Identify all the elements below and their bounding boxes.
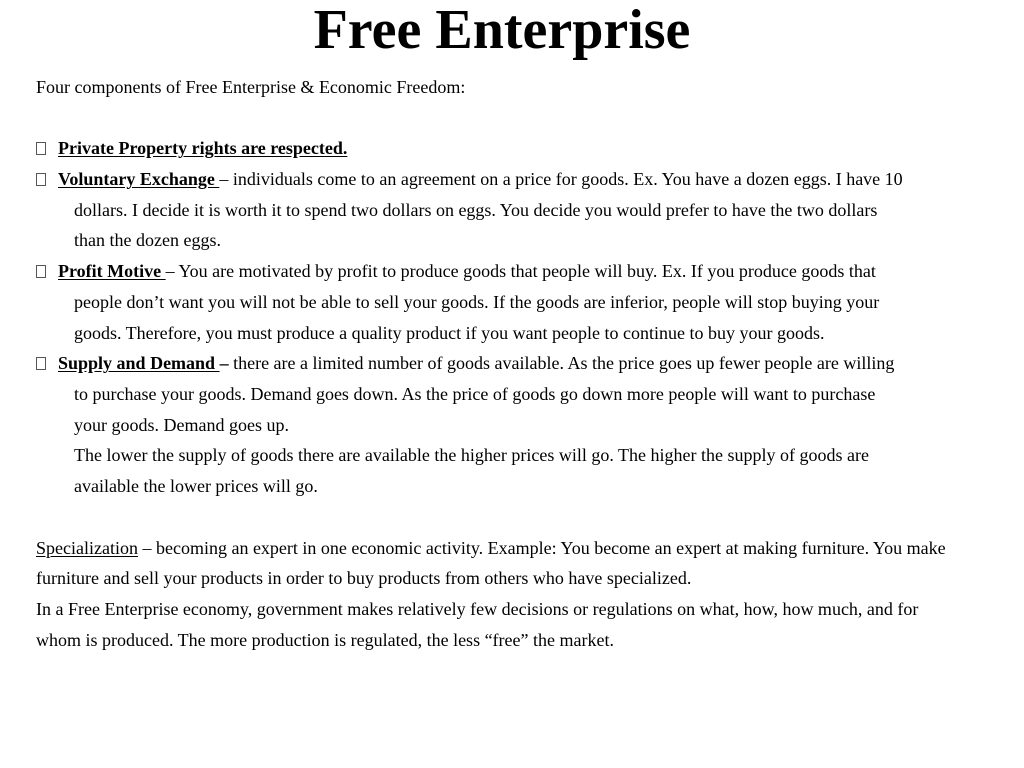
page-title: Free Enterprise	[313, 0, 691, 61]
term-profit-motive: Profit Motive	[58, 261, 166, 282]
bullet-box-icon	[36, 265, 46, 278]
spacer	[36, 502, 996, 533]
term-specialization: Specialization	[36, 537, 138, 558]
bullet-box-icon	[36, 357, 46, 370]
bullet-profit-motive	[36, 256, 996, 348]
bullet-voluntary-exchange	[36, 164, 996, 256]
bullet-box-icon	[36, 173, 46, 186]
term-voluntary-exchange: Voluntary Exchange	[58, 169, 220, 190]
profit-motive-text: – You are motivated by profit to produce goods that people will buy. Ex. If you produce goods that people don’t want you will not be able to sell your goods. If the goods are inferior, people will stop buying your goods. Therefore, you must produce a quality product if you want people to continue to buy your goods.	[74, 261, 880, 343]
term-private-property: Private Property rights are respected.	[58, 138, 348, 159]
intro-text: Four components of Free Enterprise & Economic Freedom:	[36, 77, 466, 97]
closing-paragraph: In a Free Enterprise economy, government makes relatively few decisions or regulations on what, how, how much, and for whom is produced. The more production is regulated, the less “free” the market.	[36, 598, 919, 650]
spacer	[36, 103, 996, 134]
voluntary-exchange-text: – individuals come to an agreement on a price for goods. Ex. You have a dozen eggs. I have 10 dollars. I decide it is worth it to spend two dollars on eggs. You decide you would prefer to have the two dollars than the dozen eggs.	[74, 169, 903, 251]
bullet-supply-demand	[36, 348, 996, 502]
specialization-paragraph	[36, 533, 996, 594]
bullet-box-icon	[36, 142, 46, 155]
bullet-private-property	[36, 133, 996, 164]
supply-demand-dash: –	[219, 353, 229, 374]
slide-content	[36, 72, 996, 655]
term-supply-demand: Supply and Demand	[58, 353, 220, 374]
supply-demand-extra: The lower the supply of goods there are available the higher prices will go. The higher the supply of goods are available the lower prices will go.	[74, 445, 869, 497]
specialization-text: – becoming an expert in one economic activity. Example: You become an expert at making furniture. You make furniture and sell your products in order to buy products from others who have specialized.	[36, 537, 946, 589]
supply-demand-text: there are a limited number of goods available. As the price goes up fewer people are willing to purchase your goods. Demand goes down. As the price of goods go down more people will want to purchase your goods. Demand goes up.	[74, 353, 895, 435]
